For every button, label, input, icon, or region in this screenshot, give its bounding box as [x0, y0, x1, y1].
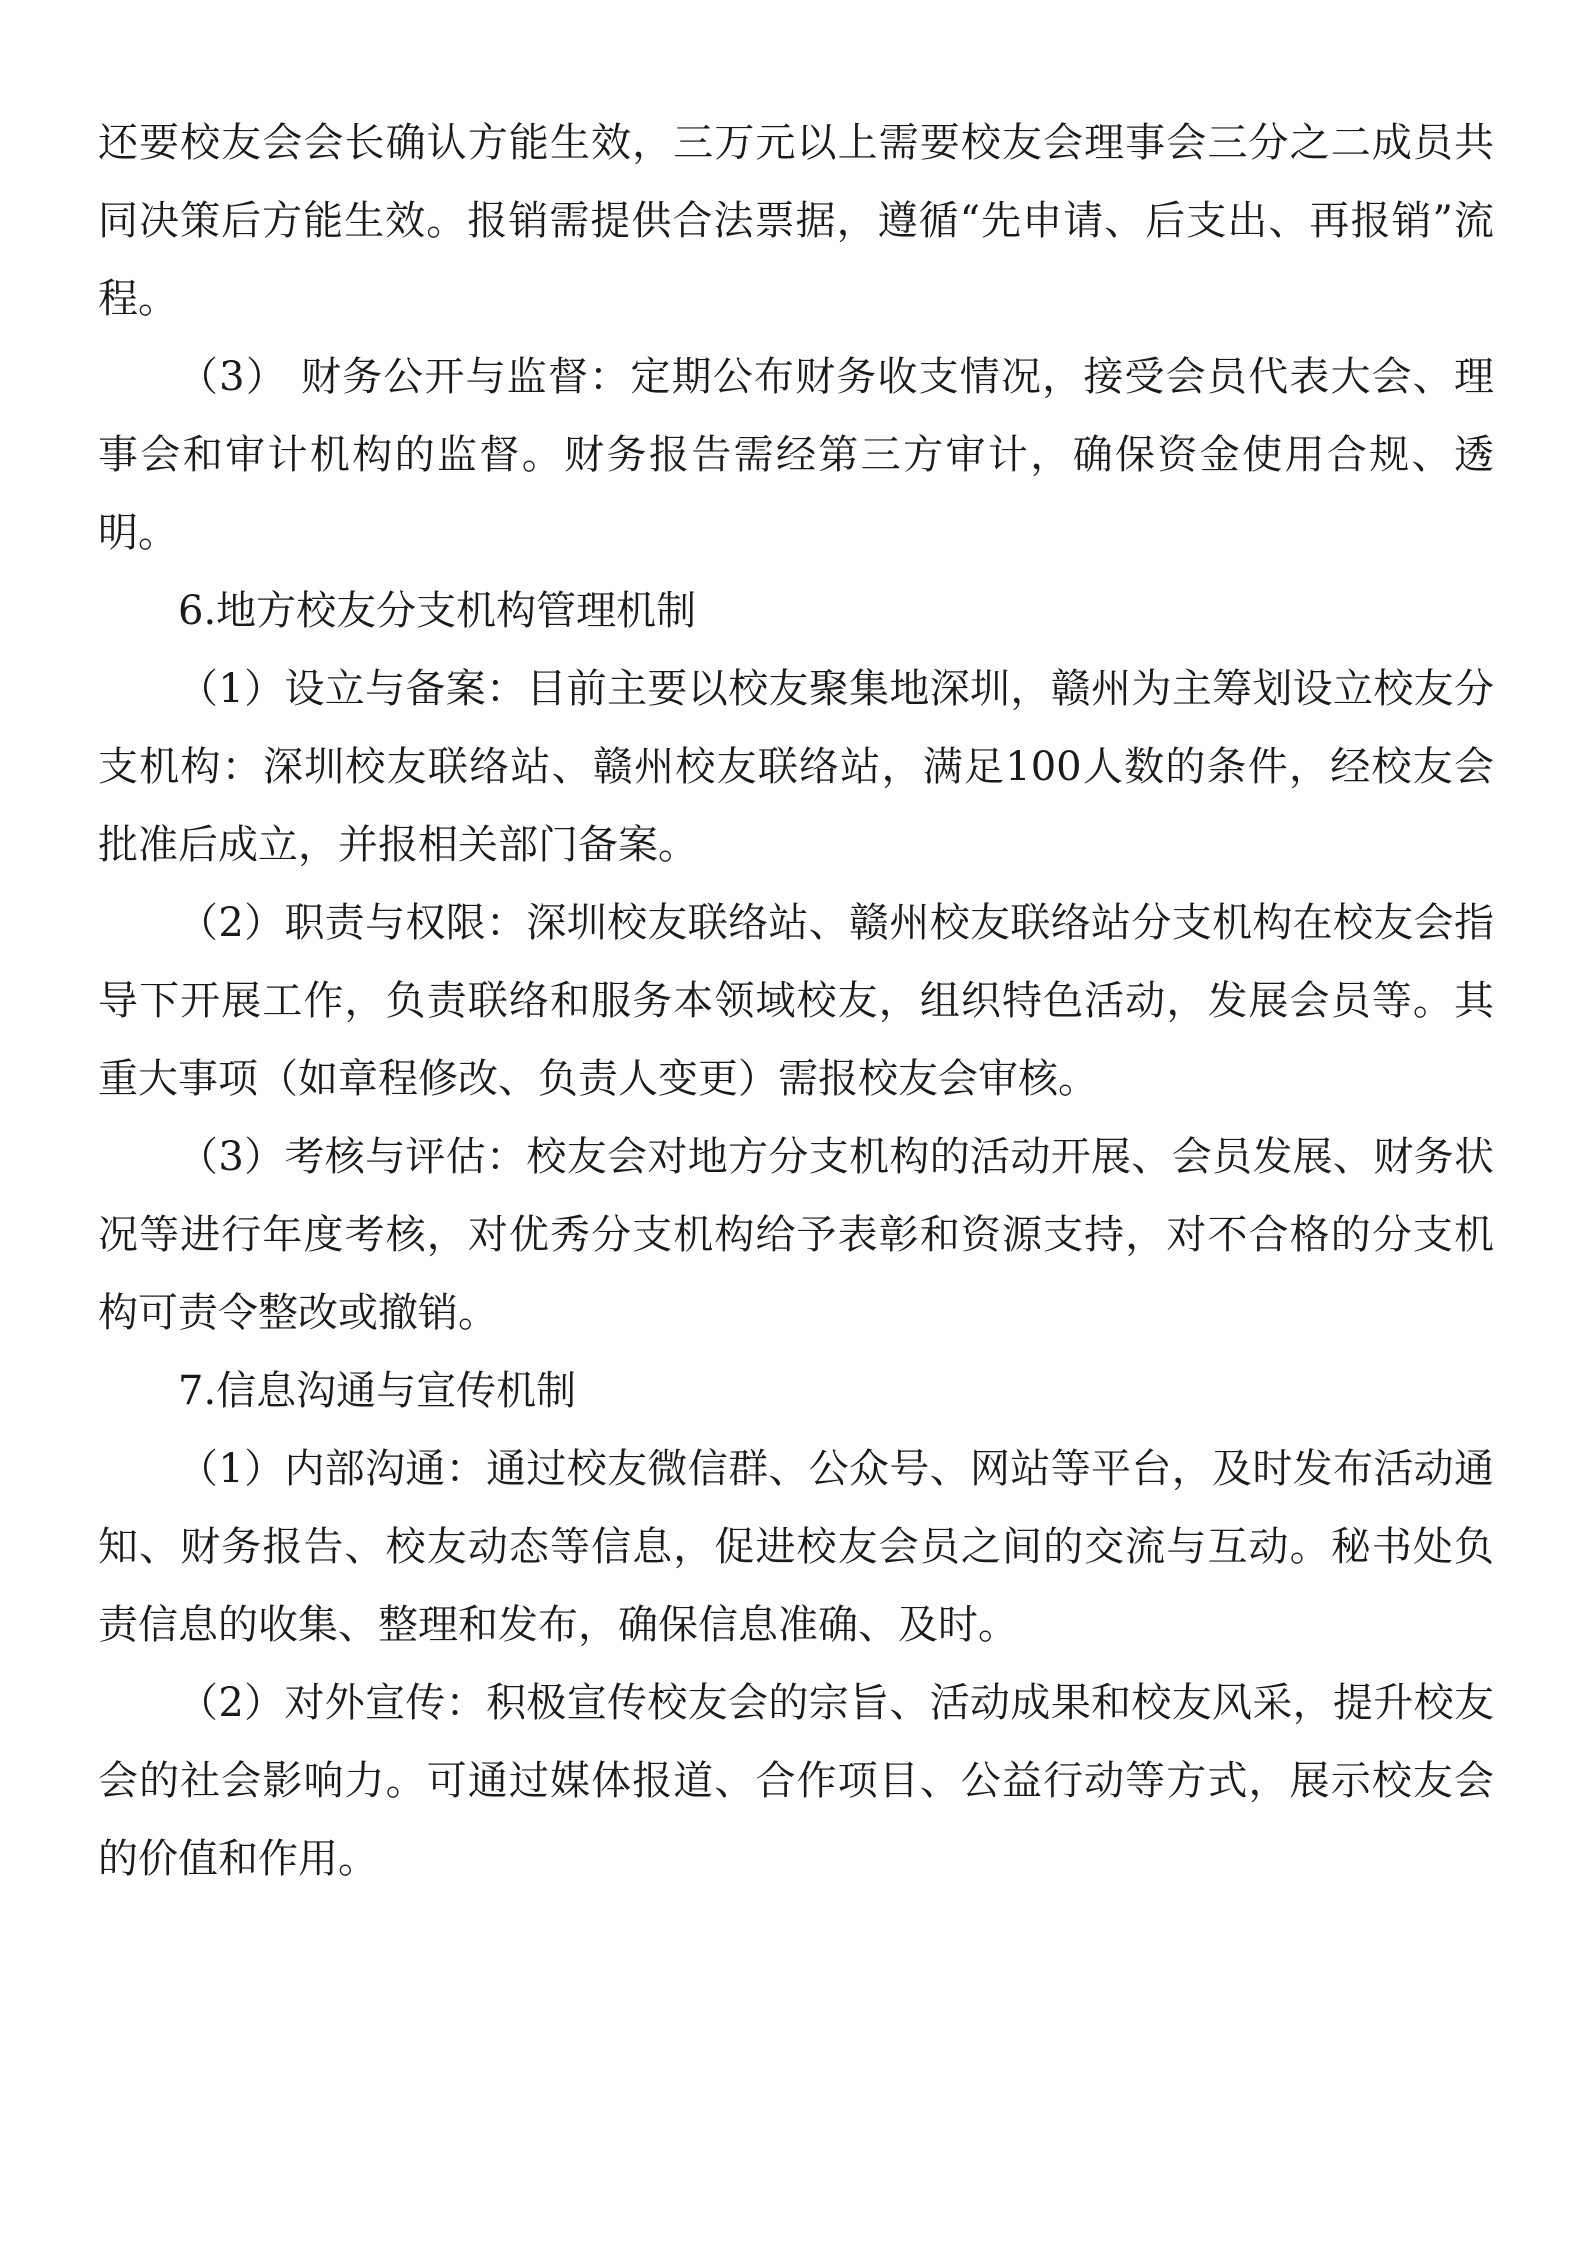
- paragraph-branch-assessment: （3）考核与评估：校友会对地方分支机构的活动开展、会员发展、财务状况等进行年度考核，对优秀分支机构给予表彰和资源支持，对不合格的分支机构可责令整改或撤销。: [98, 1134, 1494, 1336]
- paragraph-external-publicity: （2）对外宣传：积极宣传校友会的宗旨、活动成果和校友风采，提升校友会的社会影响力。可通过媒体报道、合作项目、公益行动等方式，展示校友会的价值和作用。: [98, 1680, 1494, 1882]
- document-page: [98, 104, 1494, 1898]
- paragraph-branch-duties: （2）职责与权限：深圳校友联络站、赣州校友联络站分支机构在校友会指导下开展工作，负责联络和服务本领域校友，组织特色活动，发展会员等。其重大事项（如章程修改、负责人变更）需报校友会审核。: [98, 900, 1494, 1102]
- paragraph-continuation: 还要校友会会长确认方能生效，三万元以上需要校友会理事会三分之二成员共同决策后方能生效。报销需提供合法票据，遵循“先申请、后支出、再报销”流程。: [98, 120, 1494, 322]
- paragraph-finance-disclosure: （3） 财务公开与监督：定期公布财务收支情况，接受会员代表大会、理事会和审计机构的监督。财务报告需经第三方审计，确保资金使用合规、透明。: [98, 354, 1494, 556]
- section-heading-communication: 7.信息沟通与宣传机制: [178, 1368, 577, 1414]
- paragraph-internal-communication: （1）内部沟通：通过校友微信群、公众号、网站等平台，及时发布活动通知、财务报告、校友动态等信息，促进校友会员之间的交流与互动。秘书处负责信息的收集、整理和发布，确保信息准确、及时。: [98, 1446, 1494, 1648]
- paragraph-branch-establishment: （1）设立与备案：目前主要以校友聚集地深圳，赣州为主筹划设立校友分支机构：深圳校友联络站、赣州校友联络站，满足100人数的条件，经校友会批准后成立，并报相关部门备案。: [98, 666, 1494, 868]
- section-heading-branch-management: 6.地方校友分支机构管理机制: [178, 588, 697, 634]
